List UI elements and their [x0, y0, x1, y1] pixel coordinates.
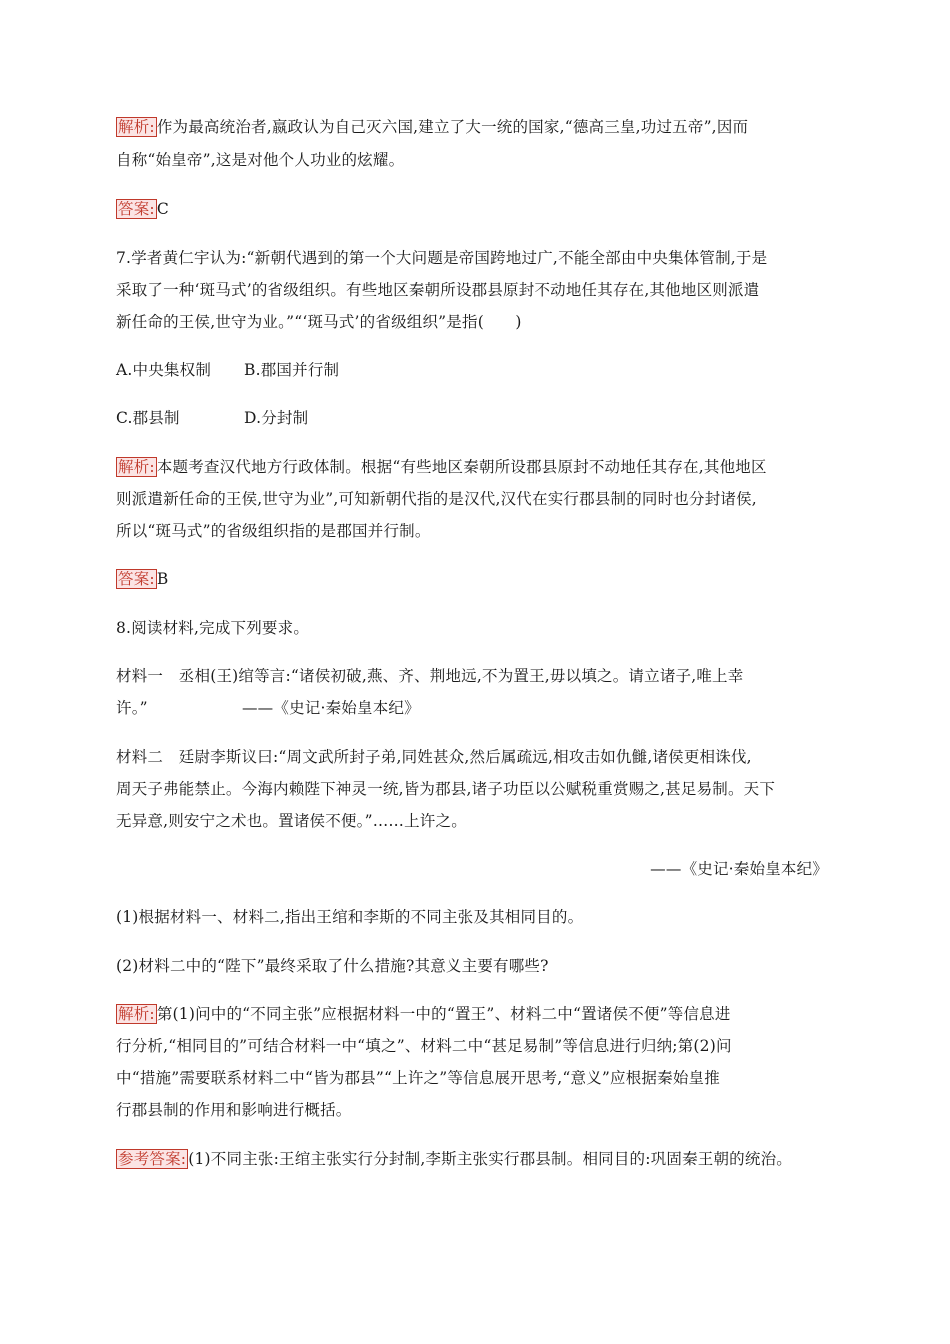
q8-material1-line-2: 许。” ——《史记·秦始皇本纪》 [116, 699, 420, 717]
q6-answer-value: C [156, 200, 169, 218]
q8-material2-line-3: 无异意,则安宁之术也。置诸侯不便。”……上许之。 [116, 812, 467, 830]
q8-reference-answer-tag: 参考答案: [118, 1150, 187, 1168]
q7-answer [116, 569, 168, 589]
q8-analysis-tag: 解析: [118, 1005, 155, 1023]
q8-analysis-line-1: 解析: 第(1)问中的“不同主张”应根据材料一中的“置王”、材料二中“置诸侯不便”等信息进 [118, 1005, 731, 1023]
q7-stem-line-3: 新任命的王侯,世守为业。”“‘斑马式’的省级组织”是指( ) [116, 313, 522, 331]
q8-sub-question-2: (2)材料二中的“陛下”最终采取了什么措施?其意义主要有哪些? [116, 957, 549, 975]
q7-stem-line-2: 采取了一种‘斑马式’的省级组织。有些地区秦朝所设郡县原封不动地任其存在,其他地区则派遣 [116, 281, 760, 299]
q7-analysis-tag: 解析: [118, 458, 155, 476]
q8-sub-question-1: (1)根据材料一、材料二,指出王绾和李斯的不同主张及其相同目的。 [116, 908, 584, 926]
q6-analysis-tag: 解析: [118, 118, 155, 136]
q8-material2-line-1: 材料二 廷尉李斯议曰:“周文武所封子弟,同姓甚众,然后属疏远,相攻击如仇雠,诸侯更相诛伐, [116, 748, 752, 766]
q8-analysis-line-4: 行郡县制的作用和影响进行概括。 [116, 1101, 352, 1119]
q8-analysis-line-2: 行分析,“相同目的”可结合材料一中“填之”、材料二中“甚足易制”等信息进行归纳;第(2)问 [116, 1037, 732, 1055]
q8-material1-line-1: 材料一 丞相(王)绾等言:“诸侯初破,燕、齐、荆地远,不为置王,毋以填之。请立诸子,唯上幸 [116, 667, 744, 685]
q6-answer [116, 199, 169, 219]
q7-option-b: B.郡国并行制 [244, 361, 340, 379]
q8-stem: 8.阅读材料,完成下列要求。 [116, 619, 310, 637]
q6-analysis-line-1: 解析: 作为最高统治者,嬴政认为自己灭六国,建立了大一统的国家,“德高三皇,功过五帝”,因而 [118, 118, 749, 136]
q8-analysis-line-3: 中“措施”需要联系材料二中“皆为郡县”“上许之”等信息展开思考,“意义”应根据秦始皇推 [116, 1069, 720, 1087]
q8-material2-source: ——《史记·秦始皇本纪》 [650, 860, 828, 878]
q6-analysis-line-2: 自称“始皇帝”,这是对他个人功业的炫耀。 [116, 151, 405, 169]
q6-answer-tag: 答案: [118, 200, 155, 218]
q7-analysis-line-1: 解析: 本题考查汉代地方行政体制。根据“有些地区秦朝所设郡县原封不动地任其存在,其他地区 [118, 458, 767, 476]
q8-material2-line-2: 周天子弗能禁止。今海内赖陛下神灵一统,皆为郡县,诸子功臣以公赋税重赏赐之,甚足易制。天下 [116, 780, 776, 798]
q7-stem-line-1: 7.学者黄仁宇认为:“新朝代遇到的第一个大问题是帝国跨地过广,不能全部由中央集体管制,于是 [116, 249, 768, 267]
q7-answer-tag: 答案: [118, 570, 155, 588]
q7-analysis-line-2: 则派遣新任命的王侯,世守为业”,可知新朝代指的是汉代,汉代在实行郡县制的同时也分封诸侯, [116, 490, 757, 508]
q8-reference-answer: 参考答案: (1)不同主张:王绾主张实行分封制,李斯主张实行郡县制。相同目的:巩固秦王朝的统治。 [118, 1150, 792, 1168]
q7-analysis-line-3: 所以“斑马式”的省级组织指的是郡国并行制。 [116, 522, 431, 540]
q7-option-a: A.中央集权制 [116, 361, 212, 379]
q7-option-c: C.郡县制 [116, 409, 180, 427]
q7-option-d: D.分封制 [244, 409, 309, 427]
q7-answer-value: B [156, 570, 169, 588]
